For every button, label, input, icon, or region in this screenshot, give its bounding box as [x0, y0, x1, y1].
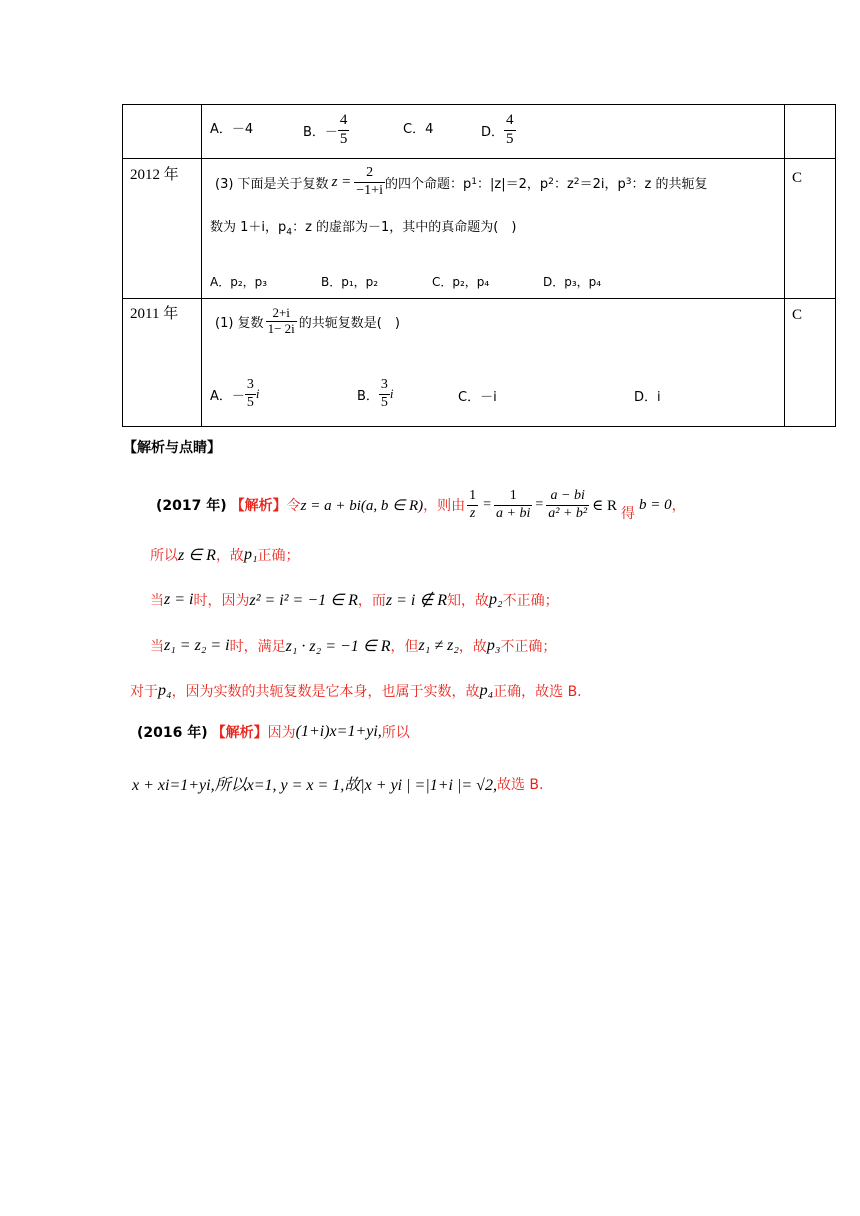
- option-d: [481, 108, 516, 152]
- fraction: [504, 112, 516, 148]
- option-b-prefix: B．: [357, 388, 379, 404]
- math-expression: ∈ R: [592, 497, 617, 514]
- analysis-2017-line1: (2017 年) 【解析】 令 z = a + bi(a, b ∈ R) ，则由 $\frac{1}{z}$ = $\frac{1}{a + bi}$ = $\frac{a - bi}{\text{a² + b²}}$ ∈ R 得 b = 0 ，: [156, 488, 686, 522]
- math-p4: p₄: [479, 682, 494, 699]
- table-row-divider: [122, 298, 836, 299]
- table-border-right: [835, 104, 836, 427]
- question-text: ：z: [553, 176, 574, 192]
- math-expression: z = i ∉ R: [385, 592, 448, 609]
- math-expression: x + xi=1+yi,所以x=1, y = x = 1,故|x + yi | =|1+i |= √2,: [132, 777, 497, 794]
- option-d-prefix: D．: [481, 124, 505, 140]
- analysis-2017-line4: [150, 636, 556, 656]
- fraction-denominator: 5: [506, 130, 514, 147]
- fraction: [266, 306, 297, 337]
- analysis-text: ，故: [458, 639, 487, 655]
- fraction-denominator: a + bi: [496, 505, 531, 521]
- analysis-text: ，但: [390, 639, 419, 655]
- year-label: 2011 年: [130, 306, 179, 322]
- math-expression: z ∈ R: [178, 547, 216, 564]
- math-expression: z² = i² = −1 ∈ R: [249, 592, 358, 609]
- table-border-top: [122, 104, 836, 105]
- analysis-text: ，而: [357, 593, 386, 609]
- analysis-text: 令: [286, 498, 301, 514]
- math-expression: z₁ · z₂ = −1 ∈ R: [285, 638, 391, 655]
- fraction: [338, 112, 350, 148]
- analysis-text: ，故: [215, 548, 244, 564]
- fraction: [354, 165, 385, 198]
- analysis-text: ，因为实数的共轭复数是它本身，也属于实数，故: [171, 684, 480, 700]
- fraction-denominator: 5: [339, 130, 348, 147]
- analysis-text: 得: [620, 506, 635, 522]
- question-text: ：z 的虚部为－1，其中的真命题为( ): [292, 220, 517, 235]
- question-text: 的四个命题：p: [384, 176, 472, 192]
- analysis-text: 对于: [130, 684, 158, 700]
- year-label: 2012 年: [130, 167, 179, 183]
- option-d: D．p₃，p₄: [543, 275, 602, 289]
- fraction-numerator: 4: [504, 112, 516, 130]
- question-2012-line2: 数为 1＋i，$p_4$：z 的虚部为－1，其中的真命题为( ): [210, 220, 517, 238]
- math-expression: z₁ = z₂ = i: [164, 637, 230, 654]
- fraction-denominator: 5: [246, 394, 254, 410]
- math-expression: (1+i)x=1+yi,: [295, 723, 382, 740]
- table-col-divider: [784, 104, 785, 427]
- analysis-text: 知，故: [447, 593, 490, 609]
- analysis-text: 因为: [267, 725, 296, 741]
- analysis-text: ，: [671, 498, 686, 514]
- math-expression: b = 0: [638, 496, 672, 513]
- analysis-text: 不正确；: [500, 639, 557, 655]
- fraction-numerator: 4: [338, 112, 350, 130]
- math-p2: p₂: [489, 591, 503, 608]
- analysis-text: 正确，故选 B.: [493, 684, 582, 700]
- options-2012: [210, 273, 601, 290]
- analysis-text: 正确；: [257, 548, 300, 564]
- fraction-numerator: 3: [245, 377, 256, 394]
- option-b-prefix: B．－: [303, 124, 338, 140]
- fraction: [379, 377, 390, 410]
- option-a: A．p₂，p₃: [210, 275, 268, 289]
- analysis-heading: 【解析与点睛】: [123, 440, 221, 456]
- fraction-denominator: −1+i: [356, 182, 383, 198]
- analysis-2017-line3: [150, 590, 559, 610]
- table-row-divider: [122, 158, 836, 159]
- option-a: A．－ $\frac{3}{5}$ i: [210, 377, 260, 410]
- fraction: [546, 488, 589, 521]
- question-text: ＝2i，p: [579, 176, 626, 192]
- fraction-numerator: a − bi: [546, 488, 589, 505]
- option-b: [303, 108, 349, 152]
- question-2012-line1: (3) 下面是关于复数 z = $\frac{2}{-1+i}$ 的四个命题：p 1 ：|z|＝2，p 2 ：z 2 ＝2i，p 3 ：z 的共轭复: [215, 165, 708, 198]
- fraction: [494, 488, 532, 521]
- fraction-numerator: 2: [354, 165, 385, 182]
- year-label: (2017 年): [156, 498, 227, 514]
- analysis-text: 当: [150, 639, 164, 655]
- question-text: 数为 1＋i，p: [210, 220, 287, 235]
- analysis-text: 不正确；: [502, 593, 559, 609]
- option-a: A．－4: [210, 122, 254, 137]
- analysis-2016-line2: [132, 772, 543, 795]
- math-expression: z = a + bi(a, b ∈ R): [300, 497, 424, 514]
- analysis-text: 当: [150, 593, 164, 609]
- fraction-denominator: 5: [380, 394, 388, 410]
- analysis-tag: 【解析】: [230, 498, 287, 514]
- fraction-numerator: 2+i: [266, 306, 297, 322]
- option-a-prefix: A．－: [210, 388, 245, 404]
- answer-2012: C: [792, 170, 803, 186]
- question-text: ：z 的共轭复: [631, 176, 708, 192]
- analysis-2016-line1: [137, 722, 410, 742]
- option-c: C．p₂，p₄: [432, 275, 490, 289]
- fraction-denominator: 1− 2i: [267, 320, 295, 336]
- analysis-text: 时，因为: [193, 593, 250, 609]
- table-border-bottom: [122, 426, 836, 427]
- fraction-numerator: 1: [467, 488, 478, 505]
- math-expression: z₁ ≠ z₂: [418, 637, 459, 654]
- math-p3: p₃: [486, 637, 501, 654]
- table-border-left: [122, 104, 123, 427]
- analysis-2017-line5: [130, 681, 582, 701]
- table-col-divider: [201, 104, 202, 427]
- analysis-text: 时，满足: [229, 639, 286, 655]
- fraction-numerator: 3: [379, 377, 390, 394]
- analysis-text: 所以: [381, 725, 410, 741]
- option-c: C．4: [403, 122, 434, 137]
- year-label: (2016 年): [137, 725, 208, 741]
- option-c: C．－i: [458, 390, 497, 405]
- option-d: D．i: [634, 390, 661, 405]
- option-b: B． $\frac{3}{5}$ i: [357, 377, 394, 410]
- question-prefix: (1) 复数: [215, 315, 264, 331]
- answer-2011: C: [792, 307, 803, 323]
- fraction: [467, 488, 478, 521]
- option-b: B．p₁，p₂: [321, 275, 379, 289]
- math-p1: p₁: [243, 546, 258, 563]
- question-2011: [215, 300, 400, 342]
- analysis-text: ，则由: [423, 498, 466, 514]
- math-p4: p₄: [158, 682, 172, 699]
- fraction-numerator: 1: [494, 488, 532, 505]
- fraction-denominator: z: [469, 505, 476, 521]
- analysis-text: 所以: [150, 548, 178, 564]
- math-z-eq: z =: [331, 173, 352, 190]
- fraction: [245, 377, 256, 410]
- analysis-2017-line2: [150, 545, 300, 565]
- question-prefix: (3) 下面是关于复数: [215, 176, 329, 192]
- analysis-text: 故选 B.: [496, 776, 544, 793]
- question-suffix: 的共轭复数是( ): [298, 315, 400, 331]
- math-expression: z = i: [164, 591, 194, 608]
- fraction-denominator: a² + b²: [548, 505, 588, 521]
- analysis-tag: 【解析】: [211, 725, 268, 741]
- question-text: ：|z|＝2，p: [477, 176, 549, 192]
